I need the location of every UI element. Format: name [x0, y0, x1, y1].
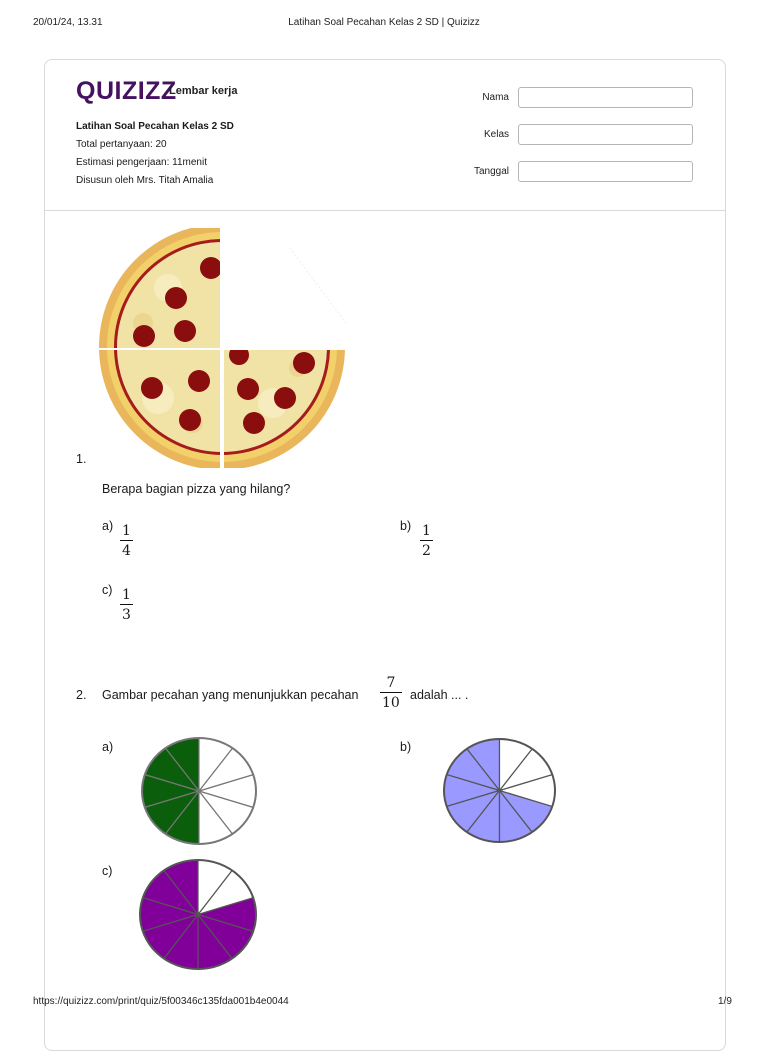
name-label: Nama	[482, 92, 509, 103]
q2-text-after: adalah ... .	[410, 688, 469, 702]
worksheet-subtitle: Lembar kerja	[169, 85, 238, 97]
fraction-numerator: 1	[122, 587, 131, 603]
q1-option-a-fraction[interactable]	[120, 524, 133, 558]
fraction-numerator: 1	[422, 523, 431, 539]
fraction-denominator: 2	[422, 543, 431, 559]
q2-number: 2.	[76, 688, 87, 702]
q2-text-before: Gambar pecahan yang menunjukkan pecahan	[102, 688, 359, 702]
q1-text: Berapa bagian pizza yang hilang?	[102, 482, 291, 496]
fraction-numerator: 1	[122, 523, 131, 539]
print-page-title: Latihan Soal Pecahan Kelas 2 SD | Quizizz	[288, 17, 480, 28]
q2-option-b-pie[interactable]	[442, 737, 557, 844]
q2-option-c-pie[interactable]	[138, 858, 258, 971]
q2-option-c-label[interactable]: c)	[102, 864, 113, 878]
class-field[interactable]	[518, 124, 693, 145]
q2-option-b-label[interactable]: b)	[400, 740, 412, 754]
print-url: https://quizizz.com/print/quiz/5f00346c135fda001b4e0044	[33, 996, 289, 1007]
fraction-denominator: 4	[122, 543, 131, 559]
date-label: Tanggal	[473, 166, 509, 177]
date-field[interactable]	[518, 161, 693, 182]
print-page-number: 1/9	[718, 996, 732, 1007]
quiz-title: Latihan Soal Pecahan Kelas 2 SD	[76, 121, 234, 132]
quiz-estimate: Estimasi pengerjaan: 11menit	[76, 157, 207, 168]
class-label: Kelas	[483, 129, 509, 140]
q1-option-c-label[interactable]: c)	[102, 583, 113, 597]
q2-option-a-label[interactable]: a)	[102, 740, 114, 754]
fraction-denominator: 3	[122, 607, 131, 623]
quiz-author: Disusun oleh Mrs. Titah Amalia	[76, 175, 214, 186]
q1-option-b-fraction[interactable]	[420, 524, 433, 558]
print-datetime: 20/01/24, 13.31	[33, 17, 103, 28]
q1-option-a-label[interactable]: a)	[102, 519, 114, 533]
quizizz-logo: QUIZIZZ	[76, 77, 177, 105]
q2-fraction	[380, 676, 402, 710]
q2-option-a-pie[interactable]	[140, 736, 258, 846]
fraction-denominator: 10	[382, 695, 400, 711]
pizza-image	[98, 228, 353, 468]
q1-option-b-label[interactable]: b)	[400, 519, 412, 533]
q1-option-c-fraction[interactable]	[120, 588, 133, 622]
quiz-total-questions: Total pertanyaan: 20	[76, 139, 167, 150]
fraction-numerator: 7	[386, 675, 396, 691]
worksheet-header	[45, 60, 725, 211]
q1-number: 1.	[76, 452, 87, 466]
name-field[interactable]	[518, 87, 693, 108]
